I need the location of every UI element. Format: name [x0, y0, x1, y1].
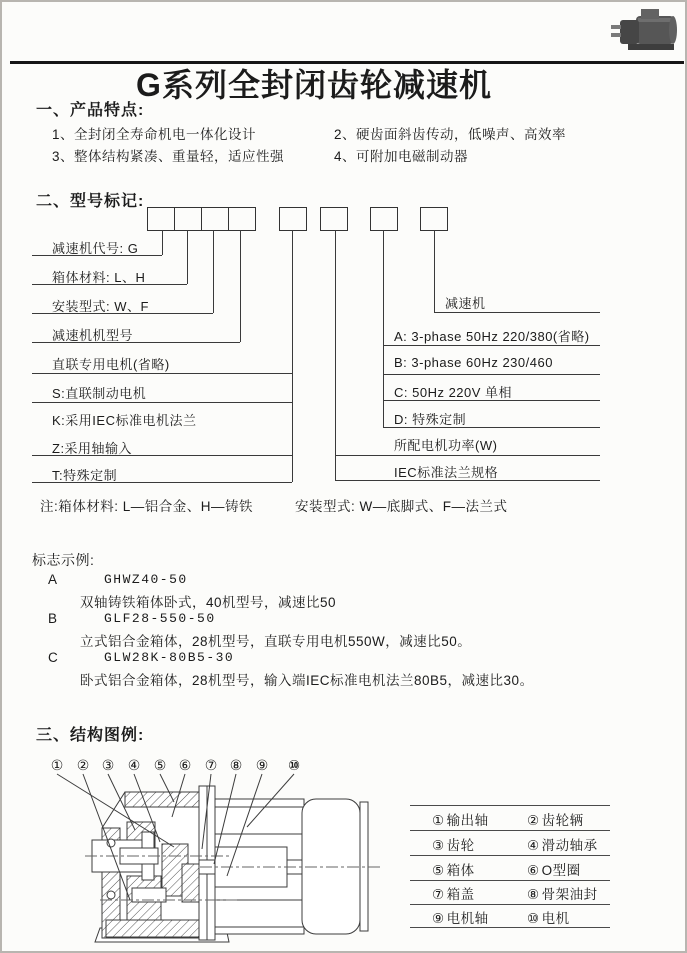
model-right-label-7: IEC标准法兰规格 — [394, 465, 499, 480]
feature-item-2: 2、硬齿面斜齿传动，低噪声、高效率 — [334, 127, 567, 142]
part-name: 箱体 — [446, 863, 475, 878]
model-left-label-7: K:采用IEC标准电机法兰 — [52, 413, 197, 428]
model-code-box-3 — [201, 207, 229, 231]
callout-10: ⑩ — [288, 757, 300, 773]
connector-line — [32, 373, 292, 374]
model-code-box-2 — [174, 207, 202, 231]
callout-5: ⑤ — [153, 757, 167, 773]
parts-table-line — [410, 805, 610, 806]
connector-line — [32, 402, 292, 403]
part-item-8 — [527, 883, 598, 903]
example-b-code: GLF28-550-50 — [104, 611, 216, 626]
part-item-9 — [432, 907, 489, 927]
example-a-label: A — [48, 572, 58, 587]
part-name: 齿轮 — [446, 838, 475, 853]
connector-line — [162, 230, 163, 255]
model-code-box-8 — [420, 207, 448, 231]
part-name: 电机 — [541, 911, 570, 926]
model-right-label-2: A: 3-phase 50Hz 220/380(省略) — [394, 329, 590, 344]
example-a-code: GHWZ40-50 — [104, 572, 188, 587]
model-left-label-6: S:直联制动电机 — [52, 386, 147, 401]
parts-table-line — [410, 830, 610, 831]
parts-table-line — [410, 927, 610, 928]
model-left-label-3: 安装型式: W、F — [52, 299, 149, 314]
features-heading: 一、产品特点: — [36, 102, 145, 119]
part-item-7 — [432, 883, 475, 903]
model-right-label-1: 减速机 — [445, 296, 486, 311]
example-b-label: B — [48, 611, 58, 626]
part-name: 电机轴 — [446, 911, 489, 926]
part-item-2 — [527, 809, 584, 829]
part-item-1 — [432, 809, 489, 829]
part-number: ⑥ — [527, 863, 540, 878]
model-code-box-1 — [147, 207, 175, 231]
callout-3: ③ — [101, 757, 115, 773]
example-c-desc: 卧式铝合金箱体，28机型号，输入端IEC标准电机法兰80B5，减速比30。 — [80, 673, 534, 688]
example-b-desc: 立式铝合金箱体，28机型号，直联专用电机550W，减速比50。 — [80, 634, 472, 649]
part-item-5 — [432, 859, 475, 879]
example-a-desc: 双轴铸铁箱体卧式，40机型号，减速比50 — [80, 595, 337, 610]
callout-1: ① — [50, 757, 64, 773]
feature-item-3: 3、整体结构紧凑、重量轻，适应性强 — [52, 149, 285, 164]
model-right-label-5: D: 特殊定制 — [394, 412, 467, 427]
connector-line — [383, 345, 600, 346]
feature-item-4: 4、可附加电磁制动器 — [334, 149, 469, 164]
model-code-box-4 — [228, 207, 256, 231]
model-left-label-9: T:特殊定制 — [52, 468, 118, 483]
part-name: 箱盖 — [446, 887, 475, 902]
part-name: O型圈 — [541, 863, 581, 878]
connector-line — [335, 230, 336, 480]
model-left-label-2: 箱体材料: L、H — [52, 270, 146, 285]
part-name: 输出轴 — [446, 813, 489, 828]
callout-2: ② — [76, 757, 90, 773]
part-item-4 — [527, 834, 598, 854]
part-name: 滑动轴承 — [541, 838, 598, 853]
connector-line — [383, 230, 384, 427]
part-number: ⑧ — [527, 887, 540, 902]
model-code-box-5 — [279, 207, 307, 231]
model-heading: 二、型号标记: — [36, 193, 145, 210]
part-number: ⑩ — [527, 911, 540, 926]
model-code-box-6 — [320, 207, 348, 231]
model-left-label-8: Z:采用轴输入 — [52, 441, 133, 456]
model-left-label-5: 直联专用电机(省略) — [52, 357, 170, 372]
part-number: ② — [527, 813, 540, 828]
part-name: 齿轮辆 — [541, 813, 584, 828]
parts-table-line — [410, 904, 610, 905]
connector-line — [383, 374, 600, 375]
part-item-6 — [527, 859, 581, 879]
callout-6: ⑥ — [178, 757, 192, 773]
part-name: 骨架油封 — [541, 887, 598, 902]
parts-table-line — [410, 880, 610, 881]
connector-line — [213, 230, 214, 313]
part-number: ⑨ — [432, 911, 445, 926]
callout-7: ⑦ — [204, 757, 218, 773]
model-right-label-4: C: 50Hz 220V 单相 — [394, 385, 513, 400]
part-number: ④ — [527, 838, 540, 853]
connector-line — [335, 455, 600, 456]
model-left-label-4: 减速机机型号 — [52, 328, 134, 343]
part-item-3 — [432, 834, 475, 854]
model-left-label-1: 减速机代号: G — [52, 241, 139, 256]
example-c-label: C — [48, 650, 59, 665]
connector-line — [187, 230, 188, 284]
model-code-box-7 — [370, 207, 398, 231]
connector-line — [434, 230, 435, 312]
model-right-label-6: 所配电机功率(W) — [394, 438, 498, 453]
connector-line — [240, 230, 241, 342]
example-c-code: GLW28K-80B5-30 — [104, 650, 235, 665]
part-number: ① — [432, 813, 445, 828]
connector-line — [434, 312, 600, 313]
part-number: ⑦ — [432, 887, 445, 902]
model-note-right: 安装型式: W—底脚式、F—法兰式 — [295, 499, 508, 514]
structure-drawing — [30, 748, 425, 953]
part-number: ⑤ — [432, 863, 445, 878]
feature-item-1: 1、全封闭全寿命机电一体化设计 — [52, 127, 257, 142]
structure-heading: 三、结构图例: — [36, 727, 145, 744]
callout-9: ⑨ — [255, 757, 269, 773]
connector-line — [292, 230, 293, 482]
page-title: G系列全封闭齿轮减速机 — [136, 67, 492, 103]
callout-4: ④ — [127, 757, 141, 773]
parts-table-line — [410, 855, 610, 856]
model-right-label-3: B: 3-phase 60Hz 230/460 — [394, 355, 553, 370]
model-note-left: 注:箱体材料: L—铝合金、H—铸铁 — [40, 499, 254, 514]
callout-8: ⑧ — [229, 757, 243, 773]
examples-heading: 标志示例: — [32, 552, 95, 568]
gear-motor-photo — [608, 4, 686, 56]
part-item-10 — [527, 907, 570, 927]
part-number: ③ — [432, 838, 445, 853]
